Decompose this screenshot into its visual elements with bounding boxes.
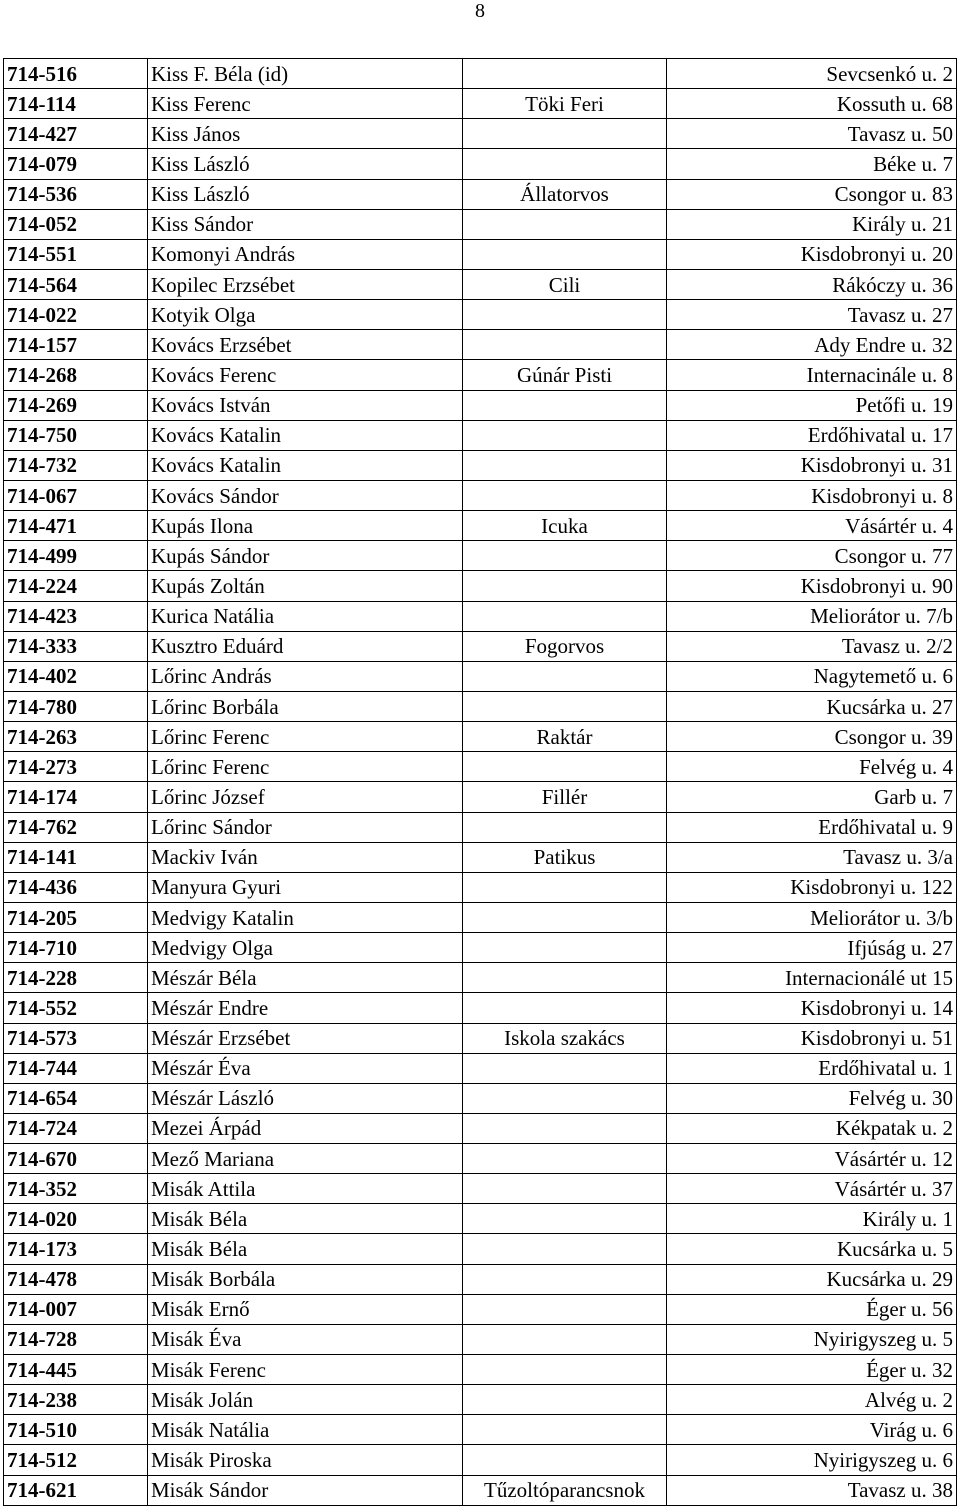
subscriber-name-cell: Kiss János xyxy=(148,119,463,149)
note-cell: Töki Feri xyxy=(463,89,667,119)
table-row xyxy=(4,119,957,149)
phone-number-cell: 714-079 xyxy=(4,149,148,179)
subscriber-name-cell: Kupás Ilona xyxy=(148,511,463,541)
table-row xyxy=(4,1144,957,1174)
phone-number-cell: 714-762 xyxy=(4,812,148,842)
table-row xyxy=(4,601,957,631)
table-row xyxy=(4,541,957,571)
address-cell: Kisdobronyi u. 90 xyxy=(667,571,957,601)
phone-number-cell: 714-670 xyxy=(4,1144,148,1174)
subscriber-name-cell: Mező Mariana xyxy=(148,1144,463,1174)
table-row xyxy=(4,450,957,480)
table-row xyxy=(4,1113,957,1143)
note-cell xyxy=(463,480,667,510)
subscriber-name-cell: Kiss László xyxy=(148,179,463,209)
subscriber-name-cell: Medvigy Katalin xyxy=(148,902,463,932)
subscriber-name-cell: Kovács Erzsébet xyxy=(148,330,463,360)
subscriber-name-cell: Kopilec Erzsébet xyxy=(148,269,463,299)
subscriber-name-cell: Kovács Ferenc xyxy=(148,360,463,390)
table-row xyxy=(4,269,957,299)
note-cell: Raktár xyxy=(463,722,667,752)
phone-number-cell: 714-268 xyxy=(4,360,148,390)
table-row xyxy=(4,149,957,179)
phone-number-cell: 714-780 xyxy=(4,691,148,721)
subscriber-name-cell: Misák Sándor xyxy=(148,1475,463,1505)
phone-number-cell: 714-710 xyxy=(4,933,148,963)
address-cell: Internacinále u. 8 xyxy=(667,360,957,390)
phone-number-cell: 714-564 xyxy=(4,269,148,299)
phone-number-cell: 714-067 xyxy=(4,480,148,510)
subscriber-name-cell: Kupás Zoltán xyxy=(148,571,463,601)
address-cell: Éger u. 56 xyxy=(667,1294,957,1324)
address-cell: Kisdobronyi u. 122 xyxy=(667,872,957,902)
note-cell xyxy=(463,1083,667,1113)
address-cell: Garb u. 7 xyxy=(667,782,957,812)
address-cell: Sevcsenkó u. 2 xyxy=(667,59,957,89)
subscriber-name-cell: Mészár Erzsébet xyxy=(148,1023,463,1053)
subscriber-name-cell: Komonyi András xyxy=(148,239,463,269)
table-row xyxy=(4,179,957,209)
address-cell: Nyirigyszeg u. 6 xyxy=(667,1445,957,1475)
address-cell: Alvég u. 2 xyxy=(667,1385,957,1415)
address-cell: Tavasz u. 2/2 xyxy=(667,631,957,661)
subscriber-name-cell: Kovács Sándor xyxy=(148,480,463,510)
table-row xyxy=(4,1355,957,1385)
phone-number-cell: 714-224 xyxy=(4,571,148,601)
address-cell: Vásártér u. 12 xyxy=(667,1144,957,1174)
table-row xyxy=(4,631,957,661)
subscriber-name-cell: Misák Béla xyxy=(148,1234,463,1264)
note-cell xyxy=(463,601,667,631)
note-cell: Icuka xyxy=(463,511,667,541)
phone-number-cell: 714-445 xyxy=(4,1355,148,1385)
table-row xyxy=(4,872,957,902)
table-row xyxy=(4,1204,957,1234)
subscriber-name-cell: Kovács István xyxy=(148,390,463,420)
note-cell xyxy=(463,1144,667,1174)
subscriber-name-cell: Misák Attila xyxy=(148,1174,463,1204)
note-cell xyxy=(463,571,667,601)
note-cell xyxy=(463,330,667,360)
address-cell: Erdőhivatal u. 1 xyxy=(667,1053,957,1083)
phone-number-cell: 714-020 xyxy=(4,1204,148,1234)
table-row xyxy=(4,59,957,89)
subscriber-name-cell: Mészár Béla xyxy=(148,963,463,993)
phone-number-cell: 714-427 xyxy=(4,119,148,149)
note-cell xyxy=(463,1355,667,1385)
address-cell: Csongor u. 83 xyxy=(667,179,957,209)
phone-number-cell: 714-552 xyxy=(4,993,148,1023)
phone-number-cell: 714-536 xyxy=(4,179,148,209)
subscriber-name-cell: Misák Borbála xyxy=(148,1264,463,1294)
table-row xyxy=(4,1083,957,1113)
phone-number-cell: 714-471 xyxy=(4,511,148,541)
subscriber-name-cell: Misák Piroska xyxy=(148,1445,463,1475)
phone-number-cell: 714-352 xyxy=(4,1174,148,1204)
subscriber-name-cell: Kovács Katalin xyxy=(148,420,463,450)
phone-number-cell: 714-732 xyxy=(4,450,148,480)
address-cell: Csongor u. 39 xyxy=(667,722,957,752)
note-cell xyxy=(463,1234,667,1264)
table-row xyxy=(4,933,957,963)
subscriber-name-cell: Kiss Sándor xyxy=(148,209,463,239)
note-cell xyxy=(463,902,667,932)
subscriber-name-cell: Lőrinc Sándor xyxy=(148,812,463,842)
note-cell xyxy=(463,661,667,691)
table-row xyxy=(4,752,957,782)
address-cell: Nyirigyszeg u. 5 xyxy=(667,1324,957,1354)
address-cell: Kisdobronyi u. 14 xyxy=(667,993,957,1023)
table-row xyxy=(4,330,957,360)
address-cell: Kisdobronyi u. 51 xyxy=(667,1023,957,1053)
note-cell: Állatorvos xyxy=(463,179,667,209)
subscriber-name-cell: Kiss Ferenc xyxy=(148,89,463,119)
subscriber-name-cell: Lőrinc András xyxy=(148,661,463,691)
phone-number-cell: 714-436 xyxy=(4,872,148,902)
note-cell xyxy=(463,59,667,89)
phone-number-cell: 714-173 xyxy=(4,1234,148,1264)
phone-number-cell: 714-333 xyxy=(4,631,148,661)
subscriber-name-cell: Kupás Sándor xyxy=(148,541,463,571)
note-cell xyxy=(463,1204,667,1234)
note-cell xyxy=(463,691,667,721)
table-row xyxy=(4,571,957,601)
note-cell xyxy=(463,1053,667,1083)
phone-number-cell: 714-141 xyxy=(4,842,148,872)
subscriber-name-cell: Mészár László xyxy=(148,1083,463,1113)
note-cell xyxy=(463,812,667,842)
address-cell: Béke u. 7 xyxy=(667,149,957,179)
phone-number-cell: 714-238 xyxy=(4,1385,148,1415)
note-cell xyxy=(463,420,667,450)
phone-number-cell: 714-007 xyxy=(4,1294,148,1324)
phone-number-cell: 714-512 xyxy=(4,1445,148,1475)
address-cell: Kisdobronyi u. 31 xyxy=(667,450,957,480)
table-row xyxy=(4,1264,957,1294)
note-cell xyxy=(463,1174,667,1204)
phone-number-cell: 714-269 xyxy=(4,390,148,420)
subscriber-name-cell: Manyura Gyuri xyxy=(148,872,463,902)
note-cell xyxy=(463,239,667,269)
address-cell: Erdőhivatal u. 9 xyxy=(667,812,957,842)
address-cell: Felvég u. 4 xyxy=(667,752,957,782)
note-cell xyxy=(463,1294,667,1324)
note-cell xyxy=(463,1385,667,1415)
note-cell xyxy=(463,300,667,330)
note-cell xyxy=(463,541,667,571)
subscriber-name-cell: Kiss László xyxy=(148,149,463,179)
note-cell: Patikus xyxy=(463,842,667,872)
table-row xyxy=(4,782,957,812)
address-cell: Meliorátor u. 3/b xyxy=(667,902,957,932)
subscriber-name-cell: Mészár Endre xyxy=(148,993,463,1023)
address-cell: Virág u. 6 xyxy=(667,1415,957,1445)
table-row xyxy=(4,390,957,420)
note-cell xyxy=(463,209,667,239)
note-cell xyxy=(463,872,667,902)
subscriber-name-cell: Lőrinc József xyxy=(148,782,463,812)
address-cell: Vásártér u. 37 xyxy=(667,1174,957,1204)
note-cell xyxy=(463,450,667,480)
address-cell: Felvég u. 30 xyxy=(667,1083,957,1113)
address-cell: Internacionálé ut 15 xyxy=(667,963,957,993)
address-cell: Király u. 21 xyxy=(667,209,957,239)
table-row xyxy=(4,511,957,541)
table-row xyxy=(4,963,957,993)
phone-number-cell: 714-174 xyxy=(4,782,148,812)
phone-number-cell: 714-750 xyxy=(4,420,148,450)
address-cell: Ady Endre u. 32 xyxy=(667,330,957,360)
note-cell xyxy=(463,1415,667,1445)
phone-number-cell: 714-228 xyxy=(4,963,148,993)
phone-number-cell: 714-621 xyxy=(4,1475,148,1505)
phone-number-cell: 714-402 xyxy=(4,661,148,691)
phone-number-cell: 714-510 xyxy=(4,1415,148,1445)
phone-number-cell: 714-516 xyxy=(4,59,148,89)
table-row xyxy=(4,1053,957,1083)
table-row xyxy=(4,812,957,842)
address-cell: Kucsárka u. 5 xyxy=(667,1234,957,1264)
table-row xyxy=(4,1385,957,1415)
phone-number-cell: 714-022 xyxy=(4,300,148,330)
subscriber-name-cell: Misák Ernő xyxy=(148,1294,463,1324)
table-row xyxy=(4,300,957,330)
address-cell: Kucsárka u. 29 xyxy=(667,1264,957,1294)
address-cell: Tavasz u. 50 xyxy=(667,119,957,149)
subscriber-name-cell: Mészár Éva xyxy=(148,1053,463,1083)
phone-number-cell: 714-205 xyxy=(4,902,148,932)
note-cell xyxy=(463,149,667,179)
table-row xyxy=(4,360,957,390)
phone-number-cell: 714-052 xyxy=(4,209,148,239)
address-cell: Meliorátor u. 7/b xyxy=(667,601,957,631)
subscriber-name-cell: Mezei Árpád xyxy=(148,1113,463,1143)
subscriber-name-cell: Kovács Katalin xyxy=(148,450,463,480)
subscriber-name-cell: Misák Natália xyxy=(148,1415,463,1445)
address-cell: Csongor u. 77 xyxy=(667,541,957,571)
table-row xyxy=(4,842,957,872)
table-row xyxy=(4,1324,957,1354)
table-row xyxy=(4,239,957,269)
note-cell: Fogorvos xyxy=(463,631,667,661)
subscriber-name-cell: Lőrinc Ferenc xyxy=(148,752,463,782)
subscriber-name-cell: Kotyik Olga xyxy=(148,300,463,330)
note-cell xyxy=(463,390,667,420)
subscriber-name-cell: Misák Éva xyxy=(148,1324,463,1354)
address-cell: Tavasz u. 38 xyxy=(667,1475,957,1505)
address-cell: Kékpatak u. 2 xyxy=(667,1113,957,1143)
note-cell: Tűzoltóparancsnok xyxy=(463,1475,667,1505)
page-number: 8 xyxy=(475,0,485,22)
note-cell xyxy=(463,1324,667,1354)
subscriber-name-cell: Misák Ferenc xyxy=(148,1355,463,1385)
table-row xyxy=(4,1475,957,1505)
table-row xyxy=(4,1294,957,1324)
address-cell: Kisdobronyi u. 20 xyxy=(667,239,957,269)
table-row xyxy=(4,691,957,721)
phone-number-cell: 714-499 xyxy=(4,541,148,571)
address-cell: Király u. 1 xyxy=(667,1204,957,1234)
phone-number-cell: 714-273 xyxy=(4,752,148,782)
table-row xyxy=(4,902,957,932)
note-cell xyxy=(463,963,667,993)
note-cell xyxy=(463,933,667,963)
table-row xyxy=(4,209,957,239)
table-row xyxy=(4,420,957,450)
subscriber-name-cell: Lőrinc Ferenc xyxy=(148,722,463,752)
phone-number-cell: 714-573 xyxy=(4,1023,148,1053)
note-cell: Fillér xyxy=(463,782,667,812)
subscriber-name-cell: Kusztro Eduárd xyxy=(148,631,463,661)
phone-number-cell: 714-263 xyxy=(4,722,148,752)
address-cell: Nagytemető u. 6 xyxy=(667,661,957,691)
address-cell: Éger u. 32 xyxy=(667,1355,957,1385)
phone-directory-table xyxy=(3,58,957,1506)
note-cell xyxy=(463,993,667,1023)
subscriber-name-cell: Mackiv Iván xyxy=(148,842,463,872)
address-cell: Erdőhivatal u. 17 xyxy=(667,420,957,450)
address-cell: Ifjúság u. 27 xyxy=(667,933,957,963)
phone-number-cell: 714-157 xyxy=(4,330,148,360)
note-cell xyxy=(463,1113,667,1143)
phone-number-cell: 714-423 xyxy=(4,601,148,631)
directory-rows xyxy=(4,59,957,1506)
address-cell: Kossuth u. 68 xyxy=(667,89,957,119)
note-cell xyxy=(463,1445,667,1475)
table-row xyxy=(4,480,957,510)
note-cell: Iskola szakács xyxy=(463,1023,667,1053)
table-row xyxy=(4,661,957,691)
phone-number-cell: 714-744 xyxy=(4,1053,148,1083)
table-row xyxy=(4,722,957,752)
phone-number-cell: 714-551 xyxy=(4,239,148,269)
note-cell: Gúnár Pisti xyxy=(463,360,667,390)
note-cell xyxy=(463,1264,667,1294)
note-cell xyxy=(463,119,667,149)
address-cell: Petőfi u. 19 xyxy=(667,390,957,420)
address-cell: Tavasz u. 27 xyxy=(667,300,957,330)
phone-number-cell: 714-724 xyxy=(4,1113,148,1143)
table-row xyxy=(4,89,957,119)
phone-number-cell: 714-114 xyxy=(4,89,148,119)
address-cell: Kucsárka u. 27 xyxy=(667,691,957,721)
subscriber-name-cell: Kurica Natália xyxy=(148,601,463,631)
table-row xyxy=(4,1023,957,1053)
note-cell: Cili xyxy=(463,269,667,299)
subscriber-name-cell: Kiss F. Béla (id) xyxy=(148,59,463,89)
table-row xyxy=(4,1415,957,1445)
phone-number-cell: 714-654 xyxy=(4,1083,148,1113)
table-row xyxy=(4,1174,957,1204)
phone-number-cell: 714-728 xyxy=(4,1324,148,1354)
subscriber-name-cell: Medvigy Olga xyxy=(148,933,463,963)
phone-number-cell: 714-478 xyxy=(4,1264,148,1294)
table-row xyxy=(4,1445,957,1475)
address-cell: Vásártér u. 4 xyxy=(667,511,957,541)
address-cell: Rákóczy u. 36 xyxy=(667,269,957,299)
table-row xyxy=(4,993,957,1023)
subscriber-name-cell: Misák Béla xyxy=(148,1204,463,1234)
subscriber-name-cell: Lőrinc Borbála xyxy=(148,691,463,721)
note-cell xyxy=(463,752,667,782)
subscriber-name-cell: Misák Jolán xyxy=(148,1385,463,1415)
address-cell: Kisdobronyi u. 8 xyxy=(667,480,957,510)
address-cell: Tavasz u. 3/a xyxy=(667,842,957,872)
table-row xyxy=(4,1234,957,1264)
